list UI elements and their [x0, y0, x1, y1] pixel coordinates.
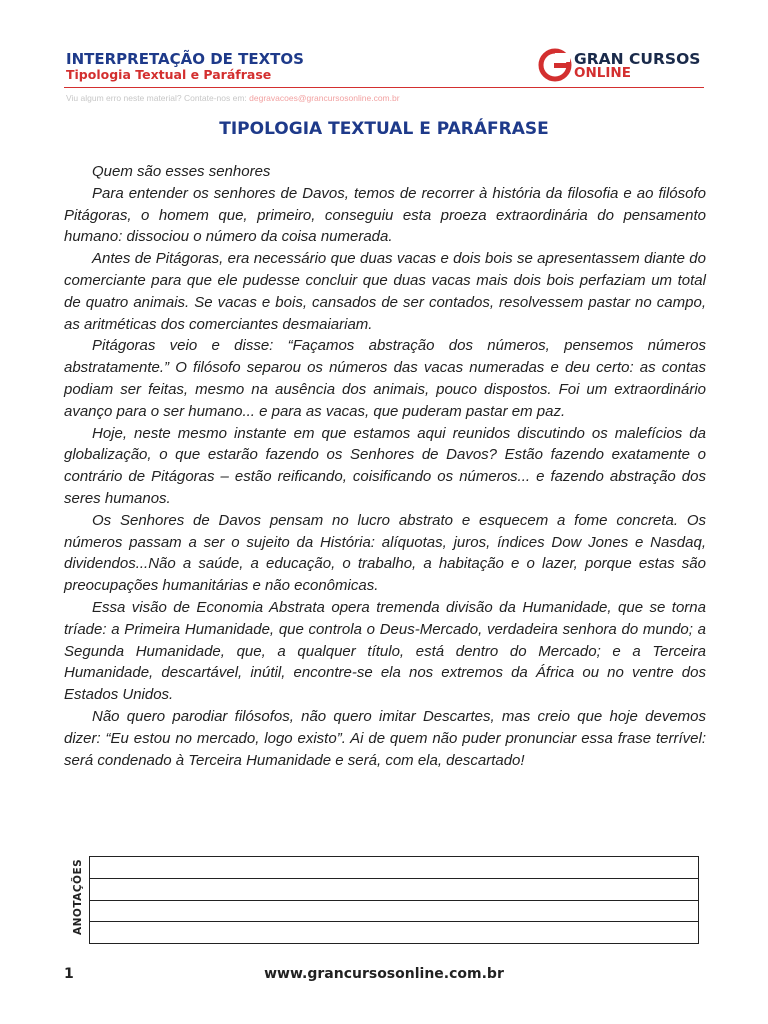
header-title: INTERPRETAÇÃO DE TEXTOS [66, 50, 304, 68]
notes-line [90, 921, 698, 922]
paragraph: Os Senhores de Davos pensam no lucro abstrato e esquecem a fome concreta. Os números passam a ser o sujeito da História: alíquotas, juros, índices Dow Jones e Nasdaq, dividendos...Não a saúde, a educação, o trabalho, a habitação e o lazer, porque estas são preocupações humanitárias e não econômicas. [64, 511, 706, 595]
gran-cursos-g-logo-icon [538, 48, 572, 82]
notes-label: ANOTAÇÕES [72, 858, 84, 935]
notes-line [90, 900, 698, 901]
document-title: TIPOLOGIA TEXTUAL E PARÁFRASE [219, 119, 549, 139]
paragraph: Pitágoras veio e disse: “Façamos abstração dos números, pensemos números abstratamente.” O filósofo separou os números das vacas numeradas e deu certo: as contas podiam ser feitas, mesmo na ausência dos animais, pouco dispostos. Foi um extraordinário avanço para o ser humano... e para as vacas, que puderam pastar em paz. [64, 337, 706, 420]
page-number: 1 [64, 966, 74, 982]
paragraph: Não quero parodiar filósofos, não quero imitar Descartes, mas creio que hoje devemos dizer: “Eu estou no mercado, logo existo”. Ai de quem não puder pronunciar essa frase terrível: será condenado à Terceira Humanidade e será, com ela, descartado! [64, 707, 706, 769]
paragraph: Quem são esses senhores [92, 163, 271, 180]
paragraph: Para entender os senhores de Davos, temos de recorrer à história da filosofia e ao filósofo Pitágoras, o homem que, primeiro, conseguiu esta proeza extraordinária do pensamento humano: dissociou o número da coisa numerada. [64, 184, 706, 246]
paragraph: Hoje, neste mesmo instante em que estamos aqui reunidos discutindo os malefícios da globalização, o que estarão fazendo os Senhores de Davos? Estão fazendo exatamente o contrário de Pitágoras – estão reificando, coisificando os números... e fazendo abstração dos seres humanos. [64, 424, 706, 507]
gran-cursos-logo [538, 48, 708, 82]
header-divider [64, 87, 704, 88]
error-report-notice [66, 93, 400, 103]
footer-website-link[interactable]: www.grancursosonline.com.br [264, 966, 504, 982]
notes-box [89, 856, 699, 944]
notice-email-link[interactable]: degravacoes@grancursosonline.com.br [249, 93, 400, 103]
notice-text: Viu algum erro neste material? Contate-nos em: [66, 93, 250, 103]
logo-text-gran-cursos: GRAN CURSOS [574, 50, 701, 68]
document-body [64, 161, 706, 771]
header-subtitle: Tipologia Textual e Paráfrase [66, 67, 272, 82]
paragraph: Antes de Pitágoras, era necessário que duas vacas e dois bois se apresentassem diante do comerciante para que ele pudesse concluir que duas vacas mais dois bois perfaziam um total de quatro animais. Se vacas e bois, cansados de ser contados, resolvessem pastar no campo, as aritméticas dos comerciantes desmaiariam. [64, 250, 706, 333]
paragraph: Essa visão de Economia Abstrata opera tremenda divisão da Humanidade, que se torna tríade: a Primeira Humanidade, que controla o Deus-Mercado, verdadeira senhora do mundo; a Segunda Humanidade, que, a qualquer título, está dentro do Mercado; e a Terceira Humanidade, descartável, inútil, encontre-se ela nos extremos da África ou no ventre dos Estados Unidos. [64, 598, 706, 704]
notes-line [90, 878, 698, 879]
logo-text-online: ONLINE [574, 65, 631, 81]
